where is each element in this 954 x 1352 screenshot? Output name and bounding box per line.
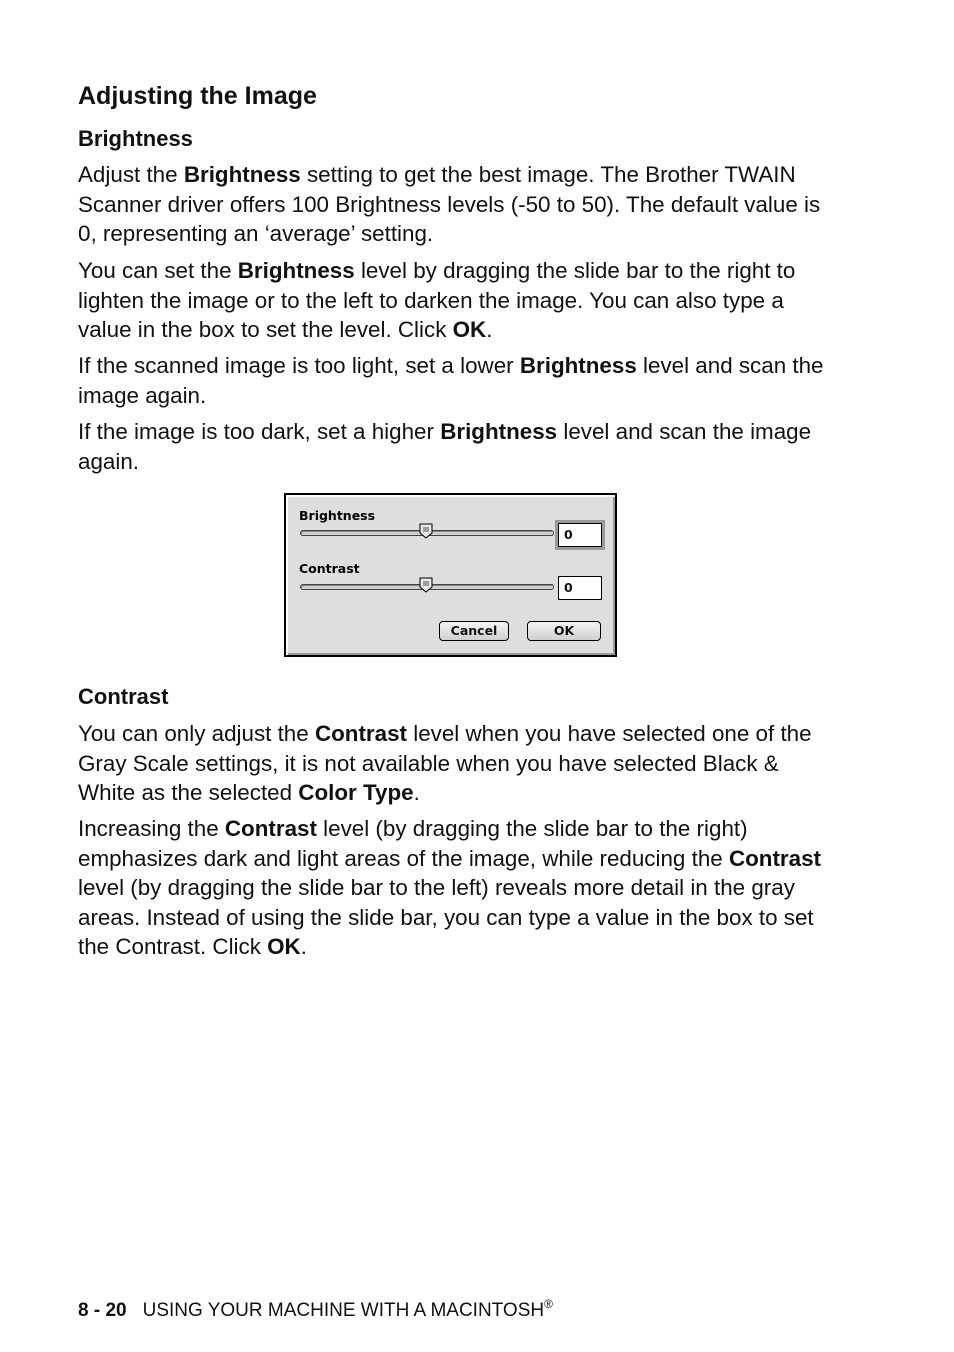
brightness-paragraph-2: You can set the Brightness level by dragging the slide bar to the right to lighten the image or to the left to darken the image. You can also type a value in the box to set the level. Click OK.	[78, 258, 796, 342]
cancel-button[interactable]: Cancel	[439, 621, 509, 641]
contrast-heading: Contrast	[78, 684, 169, 709]
contrast-value-field[interactable]: 0	[558, 576, 602, 600]
brightness-heading: Brightness	[78, 126, 193, 151]
contrast-paragraph-1: You can only adjust the Contrast level when you have selected one of the Gray Scale settings, it is not available when you have selected Black & White as the selected Color Type.	[78, 721, 812, 805]
contrast-slider-label: Contrast	[299, 561, 360, 576]
contrast-slider-thumb[interactable]	[419, 577, 433, 593]
section-heading: Adjusting the Image	[78, 82, 317, 110]
brightness-paragraph-1: Adjust the Brightness setting to get the best image. The Brother TWAIN Scanner driver offers 100 Brightness levels (-50 to 50). The default value is 0, representing an ‘average’ setting.	[78, 162, 821, 246]
registered-mark: ®	[544, 1297, 553, 1311]
brightness-slider-label: Brightness	[299, 508, 376, 523]
brightness-paragraph-4: If the image is too dark, set a higher Brightness level and scan the image again.	[78, 419, 812, 474]
contrast-paragraph-2: Increasing the Contrast level (by dragging the slide bar to the right) emphasizes dark and light areas of the image, while reducing the Contrast level (by dragging the slide bar to the left) reveals more detail in the gray areas. Instead of using the slide bar, you can type a value in the box to set the Contrast. Click OK.	[78, 816, 822, 959]
page-number: 8 - 20	[78, 1300, 127, 1321]
page-footer	[78, 1297, 553, 1322]
ok-button[interactable]: OK	[527, 621, 601, 641]
brightness-value-field[interactable]: 0	[558, 523, 602, 547]
footer-title: USING YOUR MACHINE WITH A MACINTOSH	[142, 1300, 545, 1321]
brightness-slider-thumb[interactable]	[419, 523, 433, 539]
brightness-contrast-dialog	[284, 493, 617, 657]
brightness-paragraph-3: If the scanned image is too light, set a lower Brightness level and scan the image again.	[78, 353, 824, 408]
